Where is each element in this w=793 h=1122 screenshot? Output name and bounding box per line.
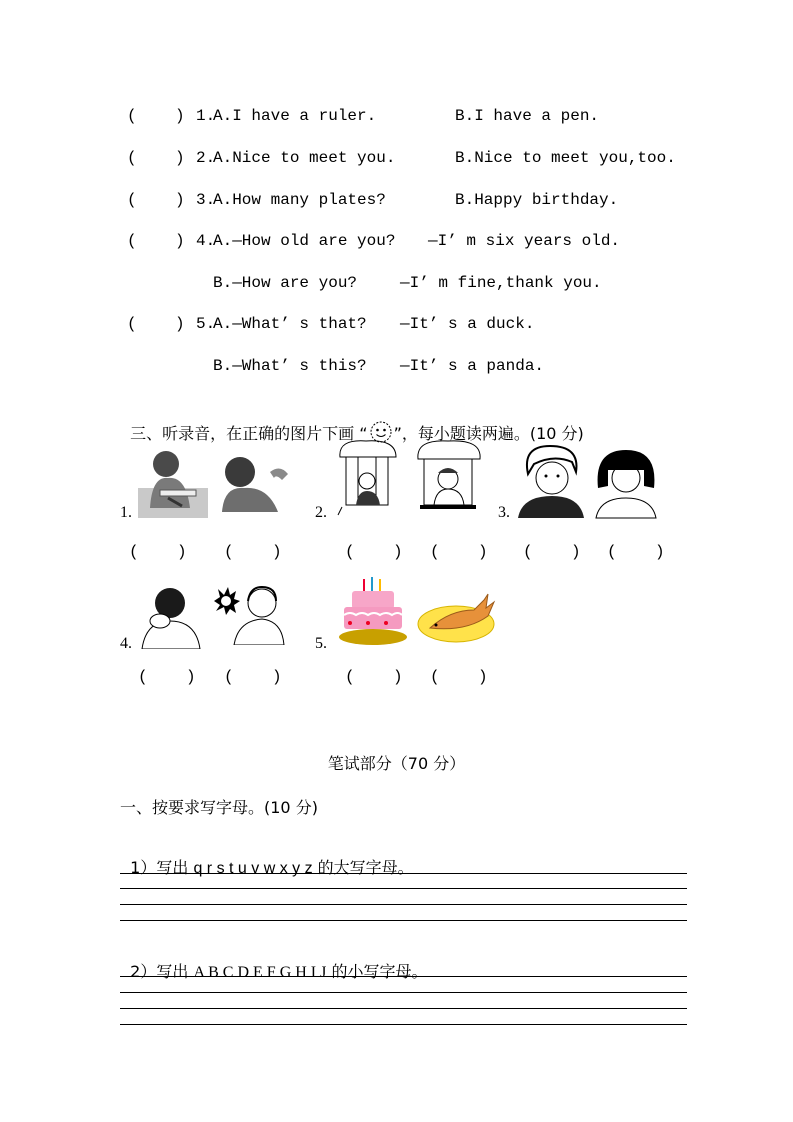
item-3-option-a: A.How many plates? (213, 191, 386, 209)
item-number-1: 1. (196, 107, 216, 125)
writing-line[interactable] (120, 873, 687, 874)
item-number-3: 3. (196, 191, 216, 209)
fish-on-plate-picture[interactable] (416, 588, 496, 644)
item-4-option-a-question: A.—How old are you? (213, 232, 396, 250)
girl-at-window-picture[interactable] (336, 437, 402, 517)
item-2-option-b: B.Nice to meet you,too. (455, 149, 676, 167)
answer-paren-1[interactable]: ( ) (127, 107, 185, 125)
q1b-suffix: 的小写字母。 (326, 962, 428, 981)
picture-label-2: 2. (315, 504, 327, 521)
written-q1-title: 一、按要求写字母。(10 分) (120, 798, 318, 817)
item-number-2: 2. (196, 149, 216, 167)
item-number-4: 4. (196, 232, 216, 250)
item-3-option-b: B.Happy birthday. (455, 191, 619, 209)
q1a-suffix: 的大写字母。 (312, 858, 414, 877)
picture-label-1: 1. (120, 504, 132, 521)
picture-3a-answer[interactable]: ( ) (523, 543, 581, 561)
picture-5b-answer[interactable]: ( ) (430, 668, 488, 686)
item-5-option-b-question: B.—What’ s this? (213, 357, 367, 375)
picture-3b-answer[interactable]: ( ) (607, 543, 665, 561)
boy-drawing-with-ruler-picture[interactable] (138, 446, 210, 518)
item-5-option-a-question: A.—What’ s that? (213, 315, 367, 333)
item-4-option-b-question: B.—How are you? (213, 274, 358, 292)
boy-with-flashlight-picture[interactable] (206, 583, 286, 645)
boy-at-window-picture[interactable] (410, 437, 486, 513)
boy-sneezing-picture[interactable] (140, 583, 202, 649)
picture-label-5: 5. (315, 635, 327, 652)
picture-label-3: 3. (498, 504, 510, 521)
q1b-prefix: 2）写出 (130, 962, 194, 981)
item-1-option-a: A.I have a ruler. (213, 107, 377, 125)
picture-1b-answer[interactable]: ( ) (224, 543, 282, 561)
item-1-option-b: B.I have a pen. (455, 107, 600, 125)
written-q1a-prompt (120, 836, 414, 878)
item-4-option-a-answer: —I’ m six years old. (428, 232, 621, 250)
section-3-title-end: ”，每小题读两遍。(10 分) (393, 424, 584, 443)
picture-4b-answer[interactable]: ( ) (224, 668, 282, 686)
answer-paren-4[interactable]: ( ) (127, 232, 185, 250)
picture-5a-answer[interactable]: ( ) (345, 668, 403, 686)
writing-line[interactable] (120, 888, 687, 889)
answer-paren-2[interactable]: ( ) (127, 149, 185, 167)
item-5-option-b-answer: —It’ s a panda. (400, 357, 545, 375)
section-3-title-start: 三、听录音，在正确的图片下画 “ (130, 424, 368, 443)
picture-2b-answer[interactable]: ( ) (430, 543, 488, 561)
writing-line[interactable] (120, 992, 687, 993)
answer-paren-5[interactable]: ( ) (127, 315, 185, 333)
q1a-letters: q r s t u v w x y z (193, 860, 313, 877)
picture-label-4: 4. (120, 635, 132, 652)
picture-2a-answer[interactable]: ( ) (345, 543, 403, 561)
item-2-option-a: A.Nice to meet you. (213, 149, 396, 167)
birthday-cake-picture[interactable] (338, 575, 408, 647)
picture-4a-answer[interactable]: ( ) (138, 668, 196, 686)
q1a-prefix: 1）写出 (130, 858, 194, 877)
item-4-option-b-answer: —I’ m fine,thank you. (400, 274, 602, 292)
q1b-letters: A B C D E F G H I J (193, 964, 327, 981)
written-part-heading: 笔试部分（70 分） (327, 754, 466, 773)
item-5-option-a-answer: —It’ s a duck. (400, 315, 535, 333)
boy-with-pen-picture[interactable] (218, 450, 294, 512)
boy-portrait-picture[interactable] (514, 440, 586, 520)
writing-line[interactable] (120, 920, 687, 921)
writing-line[interactable] (120, 976, 687, 977)
item-number-5: 5. (196, 315, 216, 333)
picture-1a-answer[interactable]: ( ) (129, 543, 187, 561)
writing-line[interactable] (120, 1024, 687, 1025)
girl-portrait-picture[interactable] (592, 446, 660, 520)
answer-paren-3[interactable]: ( ) (127, 191, 185, 209)
writing-line[interactable] (120, 904, 687, 905)
writing-line[interactable] (120, 1008, 687, 1009)
